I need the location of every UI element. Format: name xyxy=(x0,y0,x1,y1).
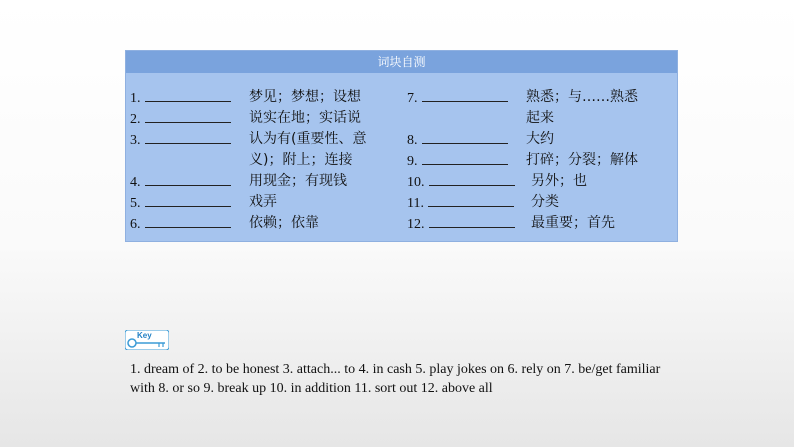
meaning-1: 梦见；梦想；设想 xyxy=(249,89,361,105)
meaning-11: 分类 xyxy=(531,194,559,210)
svg-text:Key: Key xyxy=(137,331,152,340)
answer-blank[interactable] xyxy=(145,171,231,186)
answer-blank[interactable] xyxy=(145,129,231,144)
answer-blank[interactable] xyxy=(145,213,231,228)
meaning-12: 最重要；首先 xyxy=(531,215,615,231)
answer-blank[interactable] xyxy=(422,87,508,102)
answer-blank[interactable] xyxy=(145,87,231,102)
item-5: 5. xyxy=(130,192,231,214)
meaning-5: 戏弄 xyxy=(249,194,277,210)
answer-blank[interactable] xyxy=(429,171,515,186)
answer-blank[interactable] xyxy=(429,213,515,228)
key-logo xyxy=(125,330,169,350)
item-10: 10. xyxy=(407,171,515,193)
meaning-10: 另外；也 xyxy=(531,173,587,189)
vocab-test-box xyxy=(125,50,678,242)
item-1: 1. xyxy=(130,87,231,109)
item-3: 3. xyxy=(130,129,231,151)
meaning-8: 大约 xyxy=(526,131,554,147)
item-11: 11. xyxy=(407,192,514,214)
answer-key-text: 1. dream of 2. to be honest 3. attach... to 4. in cash 5. play jokes on 6. rely on 7. be/get familiar with 8. or so 9. break up 10. in addition 11. sort out 12. above all xyxy=(130,362,661,396)
meaning-3-cont: 义)；附上；连接 xyxy=(249,152,353,168)
item-12: 12. xyxy=(407,213,515,235)
answer-blank[interactable] xyxy=(145,192,231,207)
answer-blank[interactable] xyxy=(422,129,508,144)
item-6: 6. xyxy=(130,213,231,235)
answer-blank[interactable] xyxy=(428,192,514,207)
item-7: 7. xyxy=(407,87,508,109)
answer-blank[interactable] xyxy=(422,150,508,165)
meaning-3: 认为有(重要性、意 xyxy=(249,131,367,147)
meaning-9: 打碎；分裂；解体 xyxy=(526,152,638,168)
key-icon xyxy=(125,330,169,350)
item-9: 9. xyxy=(407,150,508,172)
meaning-6: 依赖；依靠 xyxy=(249,215,319,231)
answer-blank[interactable] xyxy=(145,108,231,123)
meaning-4: 用现金；有现钱 xyxy=(249,173,347,189)
meaning-7: 熟悉；与……熟悉 xyxy=(526,89,638,105)
item-8: 8. xyxy=(407,129,508,151)
meaning-7-cont: 起来 xyxy=(526,110,554,126)
meaning-2: 说实在地；实话说 xyxy=(249,110,361,126)
item-2: 2. xyxy=(130,108,231,130)
item-4: 4. xyxy=(130,171,231,193)
vocab-header: 词块自测 xyxy=(126,51,677,73)
